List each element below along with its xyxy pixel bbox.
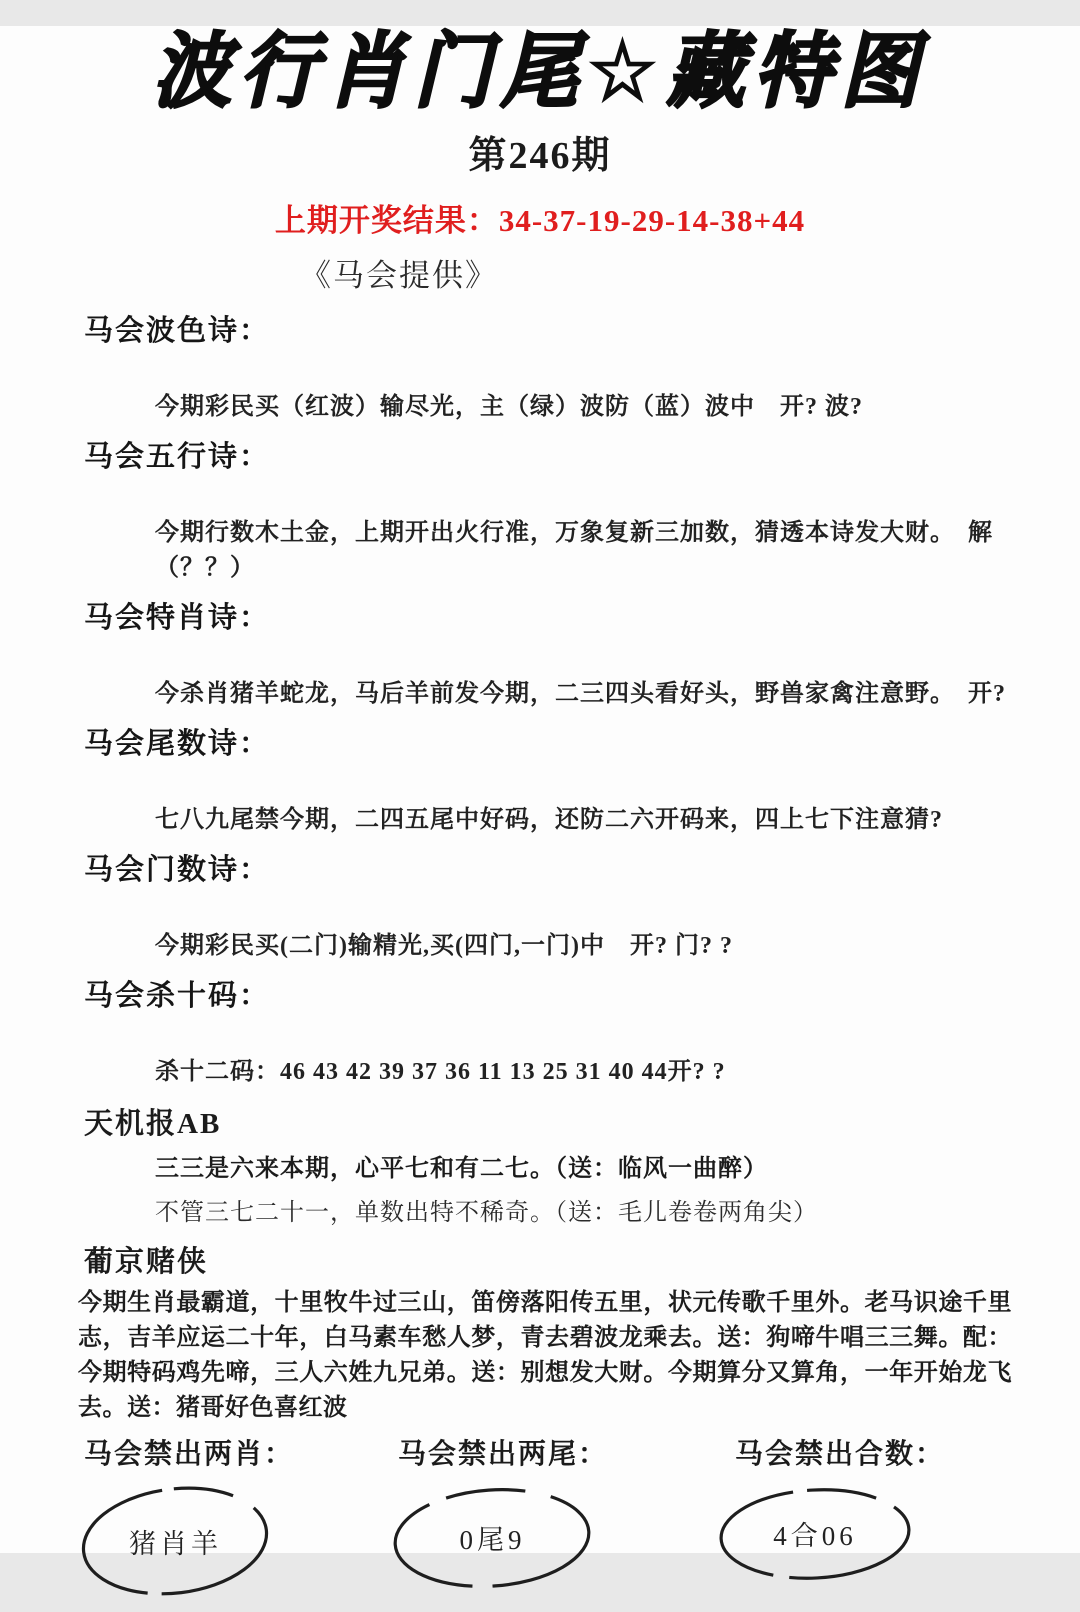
issue-number: 第246期 [468,134,612,177]
page-title: 波行肖门尾☆藏特图 [152,24,928,120]
section-header: 马会五行诗： [84,440,271,473]
poem-line: 今期彩民买（红波）输尽光，主（绿）波防（蓝）波中 开? 波? [155,393,863,420]
section-killed-numbers [0,973,1080,1086]
forbidden-header: 马会禁出合数： [735,1438,946,1470]
section-header: 葡京赌侠 [84,1245,209,1278]
section-header: 马会杀十码： [84,979,271,1012]
forbidden-two-zodiacs [84,1432,294,1599]
section-header: 马会特肖诗： [84,601,271,634]
tianji-line-a: 三三是六来本期，心平七和有二七。（送：临风一曲醉） [155,1155,768,1182]
hand-drawn-oval [715,1484,915,1584]
hand-drawn-oval [390,1484,595,1592]
previous-draw-result: 上期开奖结果：34-37-19-29-14-38+44 [274,202,806,238]
forbidden-sum-number [735,1432,945,1584]
section-tianji-report [0,1101,1080,1230]
section-header: 马会门数诗： [84,853,271,886]
section-header: 天机报AB [84,1107,222,1140]
section-pujing-gambler [0,1239,1080,1426]
killed-numbers-line: 杀十二码：46 43 42 39 37 36 11 13 25 31 40 44开? ? [155,1058,726,1085]
forbidden-row [0,1432,1080,1612]
forbidden-two-tails [398,1432,608,1592]
section-gate-number-poem [0,847,1080,960]
poem-line: 今期彩民买(二门)输精光,买(四门,一门)中 开? 门? ? [155,932,733,959]
provider-label: 《马会提供》 [300,257,498,293]
section-tail-number-poem [0,721,1080,834]
section-header: 马会波色诗： [84,314,271,347]
poem-line: 七八九尾禁今期，二四五尾中好码，还防二六开码来，四上七下注意猜? [155,806,943,833]
forbidden-value: 4合06 [773,1521,857,1552]
section-special-zodiac-poem [0,595,1080,708]
hand-drawn-oval [78,1484,273,1599]
forbidden-value: 0尾9 [459,1525,526,1556]
section-wave-color-poem [0,308,1080,421]
poem-line: 今杀肖猪羊蛇龙，马后羊前发今期，二三四头看好头，野兽家禽注意野。 开? [155,680,1006,707]
forbidden-header: 马会禁出两尾： [398,1438,609,1470]
tianji-line-b: 不管三七二十一，单数出特不稀奇。（送：毛儿卷卷两角尖） [155,1199,818,1226]
poem-line: 今期行数木土金，上期开出火行准，万象复新三加数，猜透本诗发大财。 解（？？） [155,519,993,581]
section-five-elements-poem [0,434,1080,582]
pujing-paragraph: 今期生肖最霸道，十里牧牛过三山，笛傍落阳传五里，状元传歌千里外。老马识途千里志，吉羊应运二十年，白马素车愁人梦，青去碧波龙乘去。送：狗啼牛唱三三舞。配：今期特码鸡先啼，三人六姓九兄弟。送：别想发大财。今期算分又算角，一年开始龙飞去。送：猪哥好色喜红波 [78,1289,1012,1421]
forbidden-value: 猪肖羊 [129,1528,222,1559]
tip-sheet-page [0,24,1080,1559]
section-header: 马会尾数诗： [84,727,271,760]
forbidden-header: 马会禁出两肖： [84,1438,295,1470]
